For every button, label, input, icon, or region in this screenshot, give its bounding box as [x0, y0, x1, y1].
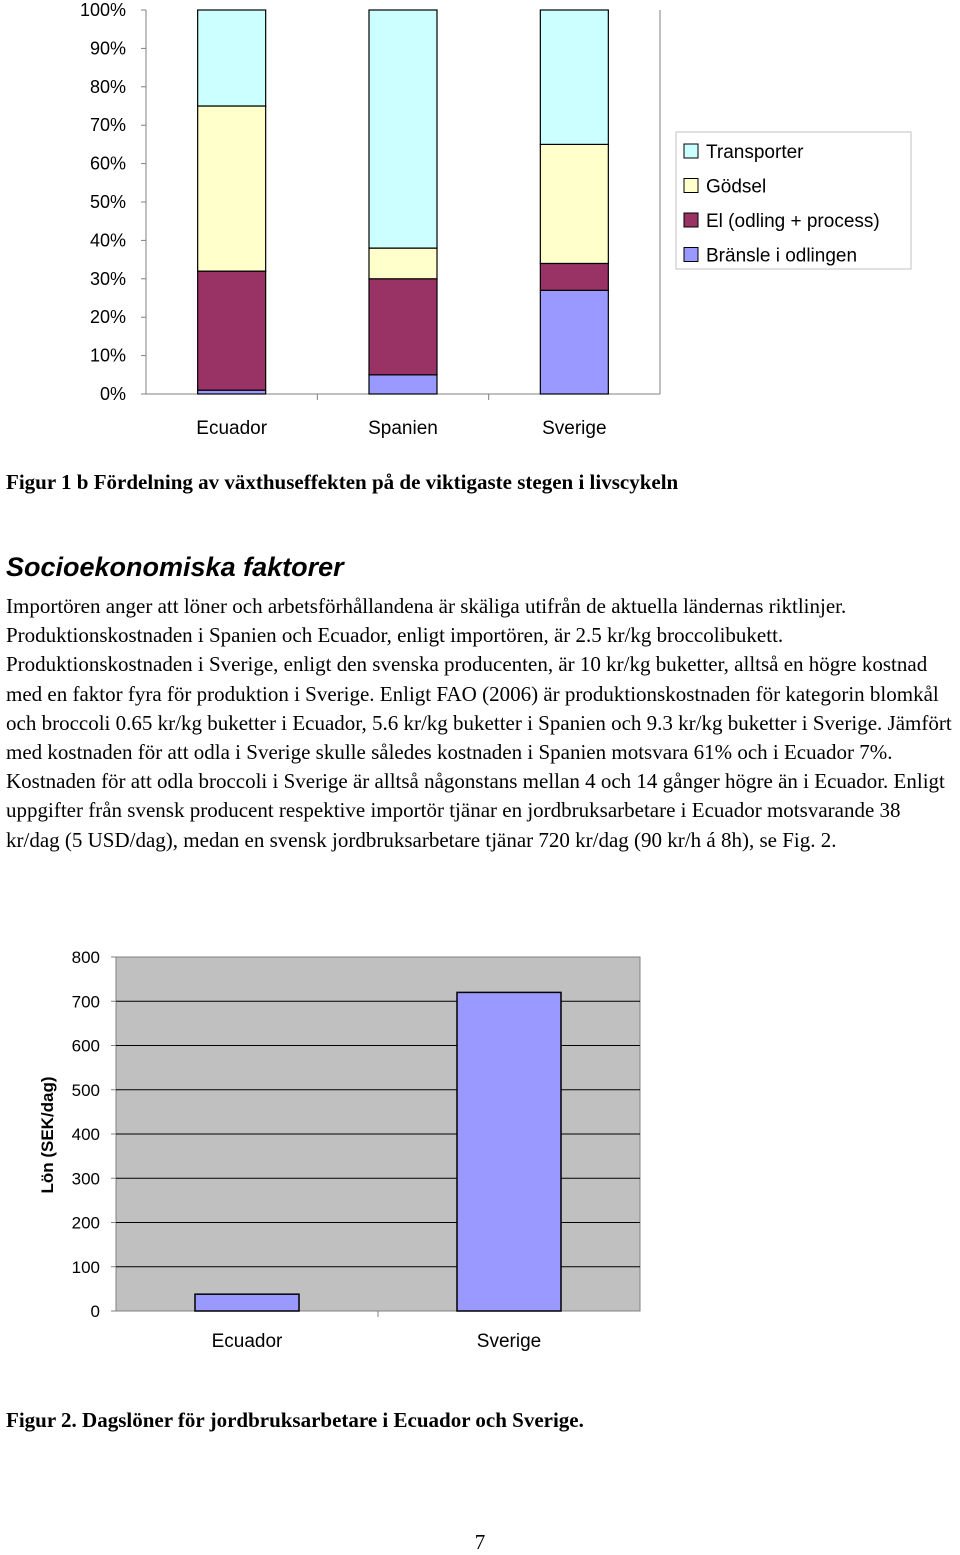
- bar-segment-sverige: [540, 10, 608, 144]
- y-tick-label: 400: [71, 1125, 100, 1144]
- y-tick-label: 200: [71, 1213, 100, 1233]
- y-tick-label: 50%: [89, 192, 126, 212]
- figure-2-caption: Figur 2. Dagslöner för jordbruksarbetare i Ecuador och Sverige.: [6, 1408, 584, 1432]
- legend-label: El (odling + process): [706, 211, 880, 232]
- x-tick-label: Ecuador: [196, 418, 268, 439]
- y-tick-label: 0%: [99, 384, 126, 404]
- bar-segment-spanien: [369, 10, 437, 248]
- stacked-bars: [198, 10, 609, 394]
- bar-sverige: [457, 992, 561, 1311]
- x-tick-label: Sverige: [476, 1331, 542, 1352]
- bar-segment-ecuador: [198, 106, 266, 271]
- y-tick-label: 40%: [89, 230, 126, 251]
- y-tick-label: 600: [71, 1036, 100, 1056]
- bar-segment-sverige: [540, 263, 608, 290]
- chart-daily-wages: [0, 935, 960, 1365]
- chart-emissions-distribution: [0, 0, 960, 450]
- section-heading: Socioekonomiska faktorer: [6, 552, 344, 582]
- legend-swatch: [684, 144, 698, 158]
- body-paragraph: Importören anger att löner och arbetsförhållandena är skäliga utifrån de aktuella ländernas riktlinjer. Produktionskostnaden i Spanien och Ecuador, enligt importören, är 2.5 kr/kg broccolibukett. Produktionskostnaden i Sverige, enligt den svenska producenten, är 10 kr/kg buketter, alltså en högre kostnad med en faktor fyra för produktion i Sverige. Enligt FAO (2006) är produktionskostnaden för kategorin blomkål och broccoli 0.65 kr/kg buketter i Ecuador, 5.6 kr/kg buketter i Spanien och 9.3 kr/kg buketter i Sverige. Jämfört med kostnaden för att odla i Sverige skulle således kostnaden i Spanien motsvara 61% och i Ecuador 7%. Kostnaden för att odla broccoli i Sverige är alltså någonstans mellan 4 och 14 gånger högre än i Ecuador. Enligt uppgifter från svensk producent respektive importör tjänar en jordbruksarbetare i Ecuador motsvarande 38 kr/dag (5 USD/dag), medan en svensk jordbruksarbetare tjänar 720 kr/dag (90 kr/h á 8h), se Fig. 2.: [6, 594, 952, 852]
- legend-swatch: [684, 248, 698, 262]
- bar-segment-ecuador: [198, 271, 266, 390]
- bar-segment-ecuador: [198, 10, 266, 106]
- y-tick-label: 100%: [79, 0, 126, 20]
- figure-1-caption: Figur 1 b Fördelning av växthuseffekten på de viktigaste stegen i livscykeln: [6, 470, 679, 494]
- y-tick-label: 100: [71, 1257, 100, 1277]
- y-tick-label: 300: [71, 1169, 100, 1189]
- y-tick-label: 80%: [89, 76, 126, 97]
- y-tick-label: 60%: [89, 153, 126, 174]
- legend-label: Transporter: [706, 142, 804, 163]
- y-tick-label: 500: [71, 1080, 100, 1100]
- bar-segment-sverige: [540, 144, 608, 263]
- legend-swatch: [684, 179, 698, 193]
- y-axis-ticks: [80, 0, 146, 404]
- x-axis-labels: [212, 1311, 542, 1352]
- y-tick-label: 30%: [89, 268, 126, 289]
- y-tick-label: 800: [71, 948, 100, 967]
- bar-segment-spanien: [369, 248, 437, 279]
- y-tick-label: 10%: [89, 345, 126, 366]
- x-tick-label: Spanien: [368, 418, 438, 439]
- x-tick-label: Sverige: [542, 418, 607, 439]
- y-tick-label: 70%: [89, 115, 126, 136]
- bar-segment-spanien: [369, 375, 437, 394]
- bar-segment-sverige: [540, 290, 608, 394]
- legend-label: Bränsle i odlingen: [706, 245, 858, 267]
- y-tick-label: 0: [90, 1302, 100, 1321]
- bar-segment-spanien: [369, 279, 437, 375]
- x-tick-label: Ecuador: [211, 1331, 283, 1352]
- y-axis-title: Lön (SEK/dag): [38, 1076, 57, 1194]
- legend-swatch: [684, 213, 698, 227]
- y-tick-label: 90%: [89, 38, 126, 59]
- y-tick-label: 20%: [89, 307, 126, 328]
- y-tick-label: 700: [71, 992, 100, 1012]
- legend-label: Gödsel: [706, 176, 767, 198]
- legend: [676, 132, 911, 269]
- bar-ecuador: [195, 1294, 299, 1311]
- x-axis-labels: [196, 394, 606, 439]
- y-axis-ticks: [72, 948, 116, 1321]
- page-number: 7: [474, 1530, 486, 1554]
